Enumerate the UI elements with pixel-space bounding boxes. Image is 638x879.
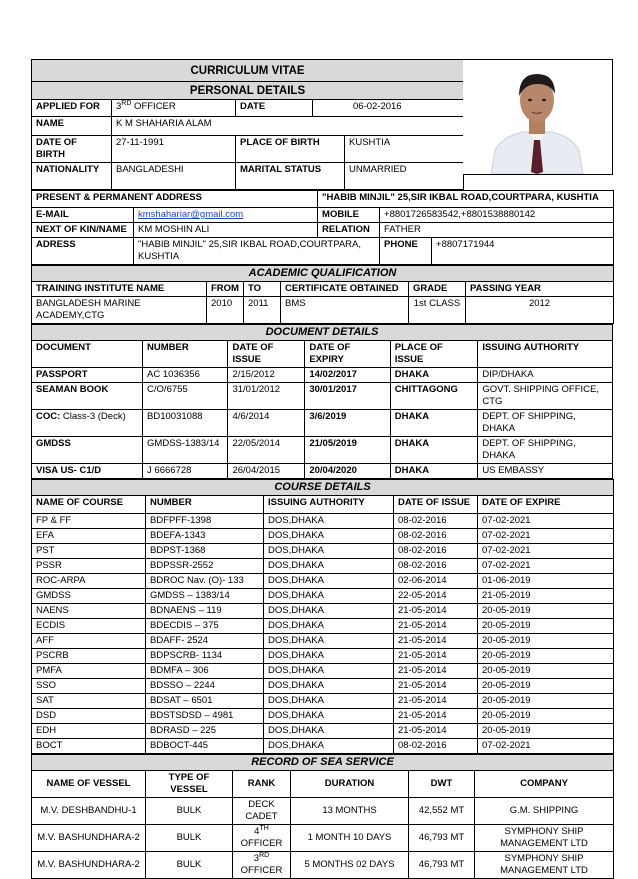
- table-cell: 21-05-2014: [394, 634, 478, 649]
- table-cell: 21-05-2014: [394, 619, 478, 634]
- table-row: [32, 709, 614, 724]
- table-row: [32, 619, 614, 634]
- col-header: DURATION: [291, 771, 409, 798]
- vessel-rank: [233, 825, 291, 852]
- table-row: [32, 544, 614, 559]
- table-cell: AFF: [32, 634, 146, 649]
- table-cell: 01-06-2019: [478, 574, 614, 589]
- col-header: TO: [244, 282, 281, 297]
- table-row: [32, 383, 613, 410]
- courses-body: [32, 514, 614, 754]
- table-cell: 4/6/2014: [228, 410, 305, 437]
- table-cell: VISA US- C1/D: [32, 464, 143, 479]
- cv-title: CURRICULUM VITAE: [32, 60, 464, 82]
- doc-label-bold: COC:: [36, 411, 61, 422]
- table-row: [32, 852, 614, 879]
- table-row: [32, 437, 613, 464]
- rank-sup: TH: [259, 824, 269, 832]
- table-cell: SEAMAN BOOK: [32, 383, 143, 410]
- table-cell: PASSPORT: [32, 368, 143, 383]
- email-label: E-MAIL: [32, 208, 134, 223]
- table-cell: 08-02-2016: [394, 514, 478, 529]
- table-row: [32, 410, 613, 437]
- col-header: ISSUING AUTHORITY: [264, 496, 394, 514]
- col-header: NAME OF COURSE: [32, 496, 146, 514]
- vessel-type: BULK: [146, 825, 233, 852]
- col-header: DATE OF ISSUE: [394, 496, 478, 514]
- mobile-label: MOBILE: [318, 208, 380, 223]
- table-cell: 2/15/2012: [228, 368, 305, 383]
- rank-a: 4: [254, 826, 260, 837]
- table-row: [32, 694, 614, 709]
- table-row: [32, 664, 614, 679]
- table-cell: 2010: [207, 297, 244, 324]
- table-cell: 20-05-2019: [478, 664, 614, 679]
- mobile-value: +8801726583542,+8801538880142: [380, 208, 614, 223]
- dob-label: DATE OF BIRTH: [32, 136, 112, 163]
- col-header: CERTIFICATE OBTAINED: [281, 282, 409, 297]
- table-cell: 22-05-2014: [394, 589, 478, 604]
- table-cell: 07-02-2021: [478, 544, 614, 559]
- phone-label: PHONE: [380, 238, 432, 265]
- table-row: [32, 739, 614, 754]
- vessel-dwt: 46,793 MT: [409, 825, 475, 852]
- vessel-dwt: 46,793 MT: [409, 852, 475, 879]
- col-header: PLACE OF ISSUE: [390, 341, 478, 368]
- marital-label: MARITAL STATUS: [236, 163, 345, 190]
- table-row: [32, 559, 614, 574]
- table-cell: [32, 410, 143, 437]
- table-cell: 14/02/2017: [305, 368, 390, 383]
- nationality-value: BANGLADESHI: [112, 163, 236, 190]
- table-cell: 22/05/2014: [228, 437, 305, 464]
- marital-value: UNMARRIED: [345, 163, 464, 190]
- table-cell: DIP/DHAKA: [478, 368, 613, 383]
- table-cell: DOS,DHAKA: [264, 619, 394, 634]
- vessel-duration: 1 MONTH 10 DAYS: [291, 825, 409, 852]
- table-row: [32, 297, 614, 324]
- rank-a: DECK: [248, 799, 275, 810]
- table-cell: PSSR: [32, 559, 146, 574]
- table-cell: 08-02-2016: [394, 529, 478, 544]
- table-cell: DOS,DHAKA: [264, 724, 394, 739]
- table-row: [32, 589, 614, 604]
- col-header: DWT: [409, 771, 475, 798]
- col-header: NUMBER: [143, 341, 228, 368]
- table-cell: DOS,DHAKA: [264, 514, 394, 529]
- table-cell: 21-05-2014: [394, 694, 478, 709]
- table-cell: PMFA: [32, 664, 146, 679]
- table-cell: 1st CLASS: [409, 297, 466, 324]
- col-header: DATE OF EXPIRY: [305, 341, 390, 368]
- table-cell: 07-02-2021: [478, 529, 614, 544]
- date-label: DATE: [236, 100, 313, 117]
- col-header: FROM: [207, 282, 244, 297]
- vessel-rank: [233, 798, 291, 825]
- documents-header-row: [32, 341, 613, 368]
- table-cell: DEPT. OF SHIPPING, DHAKA: [478, 410, 613, 437]
- personal-details-heading: PERSONAL DETAILS: [32, 82, 464, 100]
- col-header: TYPE OF VESSEL: [146, 771, 233, 798]
- table-cell: 02-06-2014: [394, 574, 478, 589]
- applied-for-value: 3RD OFFICER: [112, 100, 236, 117]
- table-cell: NAENS: [32, 604, 146, 619]
- table-cell: GMDSS – 1383/14: [146, 589, 264, 604]
- table-cell: 20-05-2019: [478, 649, 614, 664]
- table-cell: 21-05-2014: [394, 604, 478, 619]
- courses-heading: COURSE DETAILS: [32, 480, 614, 496]
- kin-value: KM MOSHIN ALI: [134, 223, 318, 238]
- table-row: [32, 604, 614, 619]
- table-cell: EDH: [32, 724, 146, 739]
- adress-value: "HABIB MINJIL" 25,SIR IKBAL ROAD,COURTPARA, KUSHTIA: [134, 238, 380, 265]
- table-cell: BMS: [281, 297, 409, 324]
- contact-table: [31, 190, 614, 265]
- table-cell: DOS,DHAKA: [264, 709, 394, 724]
- table-cell: BDPST-1368: [146, 544, 264, 559]
- documents-table: [31, 324, 613, 479]
- table-cell: BDPSSR-2552: [146, 559, 264, 574]
- table-cell: DOS,DHAKA: [264, 634, 394, 649]
- sea-service-heading: RECORD OF SEA SERVICE: [32, 755, 614, 771]
- table-cell: DEPT. OF SHIPPING, DHAKA: [478, 437, 613, 464]
- address-label: PRESENT & PERMANENT ADDRESS: [32, 191, 318, 208]
- col-header: PASSING YEAR: [466, 282, 614, 297]
- table-cell: BDSTSDSD – 4981: [146, 709, 264, 724]
- table-row: [32, 574, 614, 589]
- table-cell: BOCT: [32, 739, 146, 754]
- table-cell: 21-05-2019: [478, 589, 614, 604]
- email-value[interactable]: [134, 208, 318, 223]
- col-header: GRADE: [409, 282, 466, 297]
- table-cell: BDNAENS – 119: [146, 604, 264, 619]
- academic-heading: ACADEMIC QUALIFICATION: [32, 266, 614, 282]
- rank-a: 3: [253, 853, 260, 864]
- table-cell: DOS,DHAKA: [264, 529, 394, 544]
- academic-table: [31, 265, 614, 324]
- table-cell: 21-05-2014: [394, 679, 478, 694]
- vessel-company: SYMPHONY SHIP MANAGEMENT LTD: [475, 852, 614, 879]
- table-cell: 20-05-2019: [478, 694, 614, 709]
- table-cell: 20/04/2020: [305, 464, 390, 479]
- table-cell: 30/01/2017: [305, 383, 390, 410]
- table-cell: 3/6/2019: [305, 410, 390, 437]
- table-cell: 20-05-2019: [478, 724, 614, 739]
- table-cell: DHAKA: [390, 368, 478, 383]
- table-cell: 26/04/2015: [228, 464, 305, 479]
- table-cell: EFA: [32, 529, 146, 544]
- table-cell: 21/05/2019: [305, 437, 390, 464]
- table-row: [32, 529, 614, 544]
- vessel-name: M.V. BASHUNDHARA-2: [32, 825, 146, 852]
- table-cell: BDECDIS – 375: [146, 619, 264, 634]
- table-cell: 08-02-2016: [394, 739, 478, 754]
- table-cell: 21-05-2014: [394, 649, 478, 664]
- date-value: 06-02-2016: [313, 100, 464, 117]
- table-row: [32, 679, 614, 694]
- pob-label: PLACE OF BIRTH: [236, 136, 345, 163]
- cv-document: [31, 59, 613, 879]
- table-cell: BDBOCT-445: [146, 739, 264, 754]
- table-cell: GMDSS-1383/14: [143, 437, 228, 464]
- person-photo-icon: [463, 60, 611, 174]
- table-cell: 20-05-2019: [478, 604, 614, 619]
- col-header: NAME OF VESSEL: [32, 771, 146, 798]
- table-cell: DHAKA: [390, 464, 478, 479]
- vessel-name: M.V. DESHBANDHU-1: [32, 798, 146, 825]
- table-cell: 21-05-2014: [394, 724, 478, 739]
- table-cell: BDFPFF-1398: [146, 514, 264, 529]
- table-cell: AC 1036356: [143, 368, 228, 383]
- vessel-duration: 13 MONTHS: [291, 798, 409, 825]
- courses-header-row: [32, 496, 614, 514]
- kin-label: NEXT OF KIN/NAME: [32, 223, 134, 238]
- col-header: COMPANY: [475, 771, 614, 798]
- col-header: ISSUING AUTHORITY: [478, 341, 613, 368]
- table-cell: DOS,DHAKA: [264, 559, 394, 574]
- col-header: RANK: [233, 771, 291, 798]
- table-cell: BDAFF- 2524: [146, 634, 264, 649]
- table-cell: PSCRB: [32, 649, 146, 664]
- table-cell: DOS,DHAKA: [264, 694, 394, 709]
- table-cell: 2012: [466, 297, 614, 324]
- vessel-rank: [233, 852, 291, 879]
- address-value: "HABIB MINJIL" 25,SIR IKBAL ROAD,COURTPARA, KUSHTIA: [318, 191, 614, 208]
- vessel-type: BULK: [146, 852, 233, 879]
- nationality-label: NATIONALITY: [32, 163, 112, 190]
- rank-sup: RD: [259, 851, 270, 859]
- col-header: DATE OF ISSUE: [228, 341, 305, 368]
- courses-table: [31, 479, 614, 754]
- vessel-dwt: 42,552 MT: [409, 798, 475, 825]
- table-cell: DOS,DHAKA: [264, 664, 394, 679]
- doc-label-rest: Class-3 (Deck): [60, 411, 126, 422]
- table-cell: ECDIS: [32, 619, 146, 634]
- table-cell: BDROC Nav. (O)- 133: [146, 574, 264, 589]
- col-header: DOCUMENT: [32, 341, 143, 368]
- col-header: NUMBER: [146, 496, 264, 514]
- pob-value: KUSHTIA: [345, 136, 464, 163]
- table-cell: US EMBASSY: [478, 464, 613, 479]
- table-cell: 20-05-2019: [478, 634, 614, 649]
- table-row: [32, 724, 614, 739]
- table-cell: BDRASD – 225: [146, 724, 264, 739]
- table-cell: 08-02-2016: [394, 559, 478, 574]
- table-row: [32, 798, 614, 825]
- table-cell: 2011: [244, 297, 281, 324]
- rank-b: OFFICER: [240, 865, 283, 876]
- table-cell: ROC-ARPA: [32, 574, 146, 589]
- table-cell: DOS,DHAKA: [264, 589, 394, 604]
- table-cell: GMDSS: [32, 589, 146, 604]
- table-cell: CHITTAGONG: [390, 383, 478, 410]
- table-cell: C/O/6755: [143, 383, 228, 410]
- col-header: TRAINING INSTITUTE NAME: [32, 282, 207, 297]
- table-cell: BDEFA-1343: [146, 529, 264, 544]
- vessel-duration: 5 MONTHS 02 DAYS: [291, 852, 409, 879]
- table-cell: 07-02-2021: [478, 559, 614, 574]
- table-cell: BANGLADESH MARINE ACADEMY,CTG: [32, 297, 207, 324]
- vessel-type: BULK: [146, 798, 233, 825]
- table-cell: DOS,DHAKA: [264, 574, 394, 589]
- table-row: [32, 825, 614, 852]
- table-cell: 07-02-2021: [478, 514, 614, 529]
- adress-label: ADRESS: [32, 238, 134, 265]
- table-cell: DOS,DHAKA: [264, 544, 394, 559]
- email-link[interactable]: kmshahariar@gmail.com: [138, 209, 244, 220]
- col-header: DATE OF EXPIRE: [478, 496, 614, 514]
- table-row: [32, 368, 613, 383]
- table-cell: SSO: [32, 679, 146, 694]
- name-label: NAME: [32, 117, 112, 136]
- table-cell: BDSAT – 6501: [146, 694, 264, 709]
- table-cell: PST: [32, 544, 146, 559]
- table-cell: DHAKA: [390, 410, 478, 437]
- table-cell: 08-02-2016: [394, 544, 478, 559]
- table-row: [32, 649, 614, 664]
- academic-header-row: [32, 282, 614, 297]
- sea-service-header-row: [32, 771, 614, 798]
- table-cell: 20-05-2019: [478, 679, 614, 694]
- table-cell: GOVT. SHIPPING OFFICE, CTG: [478, 383, 613, 410]
- table-row: [32, 514, 614, 529]
- table-cell: J 6666728: [143, 464, 228, 479]
- table-cell: SAT: [32, 694, 146, 709]
- table-cell: 21-05-2014: [394, 709, 478, 724]
- dob-value: 27-11-1991: [112, 136, 236, 163]
- table-cell: BDPSCRB- 1134: [146, 649, 264, 664]
- vessel-name: M.V. BASHUNDHARA-2: [32, 852, 146, 879]
- table-cell: BDMFA – 306: [146, 664, 264, 679]
- table-cell: DOS,DHAKA: [264, 649, 394, 664]
- table-row: [32, 464, 613, 479]
- table-cell: FP & FF: [32, 514, 146, 529]
- phone-value: +8807171944: [432, 238, 614, 265]
- documents-body: [32, 368, 613, 479]
- name-value: K M SHAHARIA ALAM: [112, 117, 464, 136]
- table-cell: 20-05-2019: [478, 619, 614, 634]
- table-cell: 21-05-2014: [394, 664, 478, 679]
- table-cell: DOS,DHAKA: [264, 604, 394, 619]
- sea-service-body: [32, 798, 614, 879]
- table-cell: BDSSO – 2244: [146, 679, 264, 694]
- table-cell: 31/01/2012: [228, 383, 305, 410]
- table-cell: BD10031088: [143, 410, 228, 437]
- table-cell: 07-02-2021: [478, 739, 614, 754]
- table-cell: DOS,DHAKA: [264, 739, 394, 754]
- relation-label: RELATION: [318, 223, 380, 238]
- table-cell: DHAKA: [390, 437, 478, 464]
- relation-value: FATHER: [380, 223, 614, 238]
- rank-b: OFFICER: [240, 838, 283, 849]
- table-cell: DSD: [32, 709, 146, 724]
- vessel-company: SYMPHONY SHIP MANAGEMENT LTD: [475, 825, 614, 852]
- vessel-company: G.M. SHIPPING: [475, 798, 614, 825]
- table-cell: DOS,DHAKA: [264, 679, 394, 694]
- profile-photo: [463, 59, 613, 175]
- table-row: [32, 634, 614, 649]
- sea-service-table: [31, 754, 614, 879]
- table-cell: 20-05-2019: [478, 709, 614, 724]
- documents-heading: DOCUMENT DETAILS: [32, 325, 613, 341]
- applied-for-label: APPLIED FOR: [32, 100, 112, 117]
- rank-b: CADET: [245, 811, 278, 822]
- table-cell: GMDSS: [32, 437, 143, 464]
